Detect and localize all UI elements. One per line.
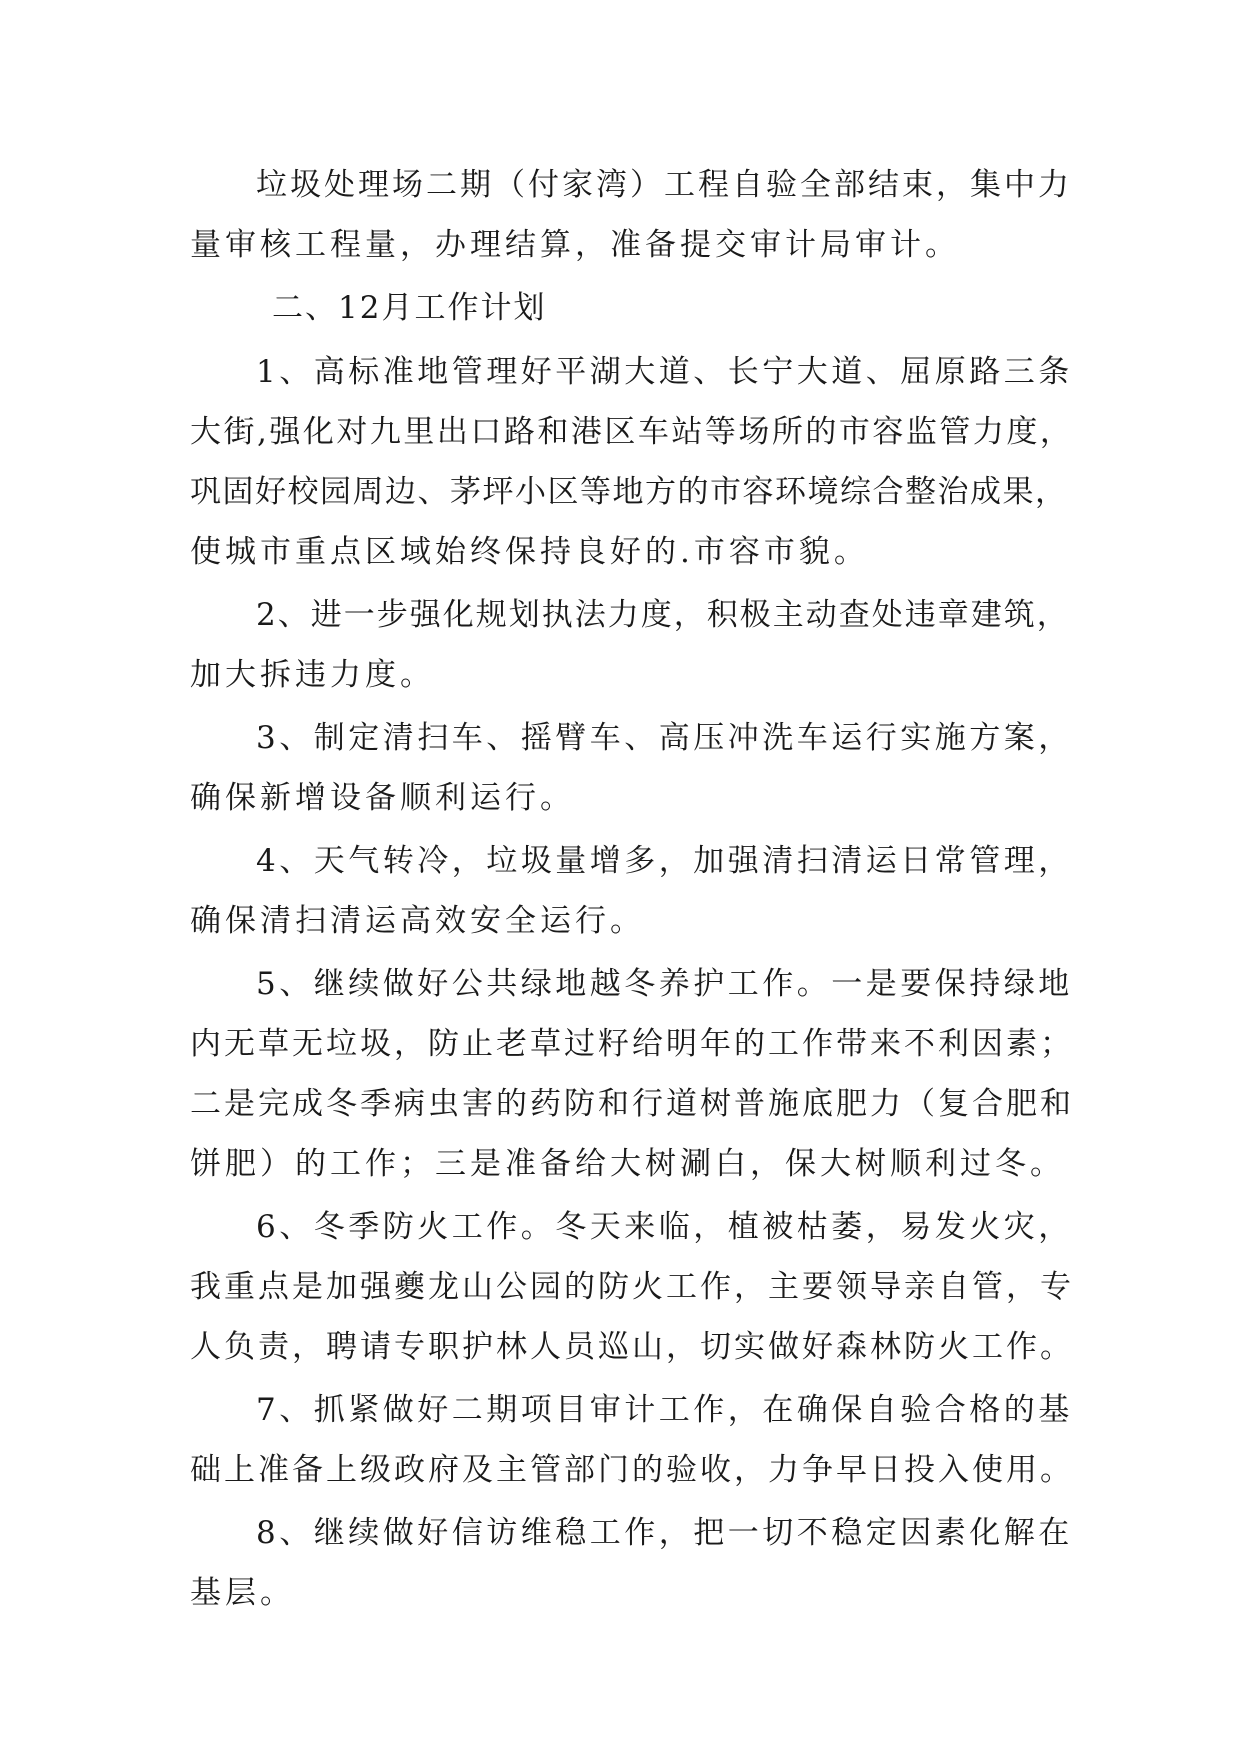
paragraph-line: 基层。 xyxy=(190,1575,295,1611)
paragraph-line: 确保新增设备顺利运行。 xyxy=(190,780,575,816)
paragraph-line: 确保清扫清运高效安全运行。 xyxy=(190,903,645,939)
paragraph-line: 4、天气转冷，垃圾量增多，加强清扫清运日常管理， xyxy=(256,843,1073,879)
paragraph-line: 8、继续做好信访维稳工作，把一切不稳定因素化解在 xyxy=(256,1515,1073,1551)
paragraph-line: 二是完成冬季病虫害的药防和行道树普施底肥力（复合肥和 xyxy=(190,1086,1074,1122)
paragraph-line: 我重点是加强夔龙山公园的防火工作，主要领导亲自管，专 xyxy=(190,1269,1074,1305)
paragraph-line: 内无草无垃圾，防止老草过籽给明年的工作带来不利因素； xyxy=(190,1026,1074,1062)
paragraph-line: 使城市重点区域始终保持良好的.市容市貌。 xyxy=(190,534,869,570)
paragraph-line: 加大拆违力度。 xyxy=(190,657,435,693)
section-heading: 二、12月工作计划 xyxy=(272,290,547,326)
paragraph-line: 巩固好校园周边、茅坪小区等地方的市容环境综合整治成果， xyxy=(190,474,1068,510)
paragraph-line: 7、抓紧做好二期项目审计工作，在确保自验合格的基 xyxy=(256,1392,1073,1428)
paragraph-line: 饼肥）的工作；三是准备给大树涮白，保大树顺利过冬。 xyxy=(190,1146,1065,1182)
paragraph-line: 1、高标准地管理好平湖大道、长宁大道、屈原路三条 xyxy=(256,354,1073,390)
paragraph-line: 大街,强化对九里出口路和港区车站等场所的市容监管力度， xyxy=(190,414,1074,450)
paragraph-line: 3、制定清扫车、摇臂车、高压冲洗车运行实施方案， xyxy=(256,720,1073,756)
paragraph-line: 量审核工程量，办理结算，准备提交审计局审计。 xyxy=(190,227,960,263)
paragraph-line: 垃圾处理场二期（付家湾）工程自验全部结束，集中力 xyxy=(256,167,1072,203)
paragraph-line: 6、冬季防火工作。冬天来临，植被枯萎，易发火灾， xyxy=(256,1209,1073,1245)
paragraph-line: 础上准备上级政府及主管部门的验收，力争早日投入使用。 xyxy=(190,1452,1074,1488)
paragraph-line: 人负责，聘请专职护林人员巡山，切实做好森林防火工作。 xyxy=(190,1329,1074,1365)
paragraph-line: 5、继续做好公共绿地越冬养护工作。一是要保持绿地 xyxy=(256,966,1073,1002)
paragraph-line: 2、进一步强化规划执法力度，积极主动查处违章建筑， xyxy=(256,597,1070,633)
